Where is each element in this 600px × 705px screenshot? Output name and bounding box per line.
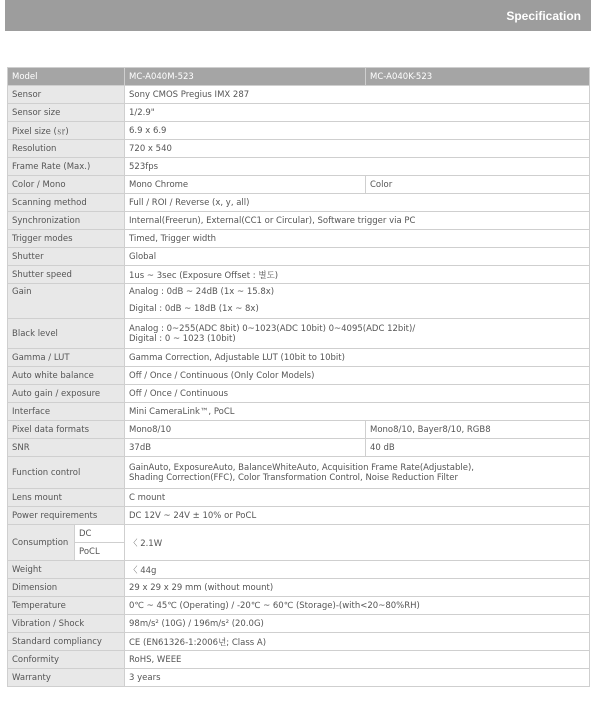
- table-row: [8, 439, 590, 457]
- row-label: Lens mount: [8, 489, 125, 507]
- row-value-mono: Mono8/10: [125, 421, 366, 439]
- page-title: Specification: [506, 8, 581, 23]
- table-row: [8, 86, 590, 104]
- row-label: Warranty: [8, 669, 125, 687]
- table-row: [8, 367, 590, 385]
- header-label: Model: [8, 68, 125, 86]
- row-value: 29 x 29 x 29 mm (without mount): [125, 579, 590, 597]
- table-row: [8, 633, 590, 651]
- row-value-color: 40 dB: [366, 439, 590, 457]
- row-value-color: Mono8/10, Bayer8/10, RGB8: [366, 421, 590, 439]
- table-row: [8, 266, 590, 284]
- row-label: Conformity: [8, 651, 125, 669]
- row-label: Trigger modes: [8, 230, 125, 248]
- row-value: 98m/s² (10G) / 196m/s² (20.0G): [125, 615, 590, 633]
- row-label: Color / Mono: [8, 176, 125, 194]
- consumption-dc-label: DC: [75, 525, 125, 543]
- row-label: Pixel data formats: [8, 421, 125, 439]
- row-value: 6.9 x 6.9: [125, 122, 590, 140]
- row-value: 720 x 540: [125, 140, 590, 158]
- header-model-mono: MC-A040M-523: [125, 68, 366, 86]
- table-row: [8, 669, 590, 687]
- table-row: [8, 248, 590, 266]
- table-row: [8, 651, 590, 669]
- row-value: C mount: [125, 489, 590, 507]
- row-label: Temperature: [8, 597, 125, 615]
- row-value-mono: 37dB: [125, 439, 366, 457]
- table-row: [8, 385, 590, 403]
- table-header-row: [8, 68, 590, 86]
- gain-analog: Analog : 0dB ~ 24dB (1x ~ 15.8x): [129, 287, 275, 297]
- table-row: [8, 284, 590, 319]
- table-row: [8, 104, 590, 122]
- table-row: [8, 457, 590, 489]
- black-level-digital: Digital : 0 ~ 1023 (10bit): [129, 333, 236, 344]
- row-value: Gamma Correction, Adjustable LUT (10bit to 10bit): [125, 349, 590, 367]
- row-label: Gamma / LUT: [8, 349, 125, 367]
- table-row: [8, 140, 590, 158]
- row-label: Gain: [8, 284, 125, 319]
- row-label: Frame Rate (Max.): [8, 158, 125, 176]
- table-row: [8, 597, 590, 615]
- row-value: [125, 284, 590, 319]
- row-label: SNR: [8, 439, 125, 457]
- table-row: [8, 158, 590, 176]
- row-label: Dimension: [8, 579, 125, 597]
- table-row: [8, 230, 590, 248]
- function-control-line-2: Shading Correction(FFC), Color Transformation Control, Noise Reduction Filter: [129, 472, 458, 483]
- row-value-color: Color: [366, 176, 590, 194]
- row-value: RoHS, WEEE: [125, 651, 590, 669]
- row-label: Synchronization: [8, 212, 125, 230]
- row-label: Consumption: [8, 525, 75, 561]
- row-value: 〈 2.1W: [125, 525, 590, 561]
- row-label: Interface: [8, 403, 125, 421]
- gain-digital: Digital : 0dB ~ 18dB (1x ~ 8x): [129, 304, 259, 314]
- row-label: Auto gain / exposure: [8, 385, 125, 403]
- row-value: [125, 457, 590, 489]
- spec-table: [7, 67, 590, 687]
- black-level-analog: Analog : 0~255(ADC 8bit) 0~1023(ADC 10bit) 0~4095(ADC 12bit)/: [129, 323, 416, 334]
- table-row: [8, 489, 590, 507]
- table-row: [8, 507, 590, 525]
- function-control-line-1: GainAuto, ExposureAuto, BalanceWhiteAuto, Acquisition Frame Rate(Adjustable),: [129, 462, 474, 473]
- row-label: Weight: [8, 561, 125, 579]
- row-label: Shutter speed: [8, 266, 125, 284]
- table-row: [8, 579, 590, 597]
- table-row: [8, 194, 590, 212]
- specification-banner: [5, 0, 591, 31]
- row-value: DC 12V ~ 24V ± 10% or PoCL: [125, 507, 590, 525]
- table-row: [8, 421, 590, 439]
- row-value: 3 years: [125, 669, 590, 687]
- row-value: Off / Once / Continuous: [125, 385, 590, 403]
- row-value: Full / ROI / Reverse (x, y, all): [125, 194, 590, 212]
- row-label: Black level: [8, 319, 125, 349]
- table-row: [8, 212, 590, 230]
- row-value: Off / Once / Continuous (Only Color Models): [125, 367, 590, 385]
- table-row: [8, 319, 590, 349]
- row-value: [125, 319, 590, 349]
- row-label: Sensor: [8, 86, 125, 104]
- table-row: [8, 122, 590, 140]
- row-value: 1/2.9": [125, 104, 590, 122]
- row-label: Function control: [8, 457, 125, 489]
- row-value: 1us ~ 3sec (Exposure Offset : 별도): [125, 266, 590, 284]
- table-row: [8, 561, 590, 579]
- table-row: [8, 176, 590, 194]
- row-label: Power requirements: [8, 507, 125, 525]
- row-value-mono: Mono Chrome: [125, 176, 366, 194]
- row-label: Auto white balance: [8, 367, 125, 385]
- row-value: Sony CMOS Pregius IMX 287: [125, 86, 590, 104]
- row-label: Pixel size (㏛): [8, 122, 125, 140]
- table-row: [8, 525, 590, 543]
- row-value: CE (EN61326-1:2006년; Class A): [125, 633, 590, 651]
- row-value: Global: [125, 248, 590, 266]
- row-label: Scanning method: [8, 194, 125, 212]
- row-value: 0℃ ~ 45℃ (Operating) / -20℃ ~ 60℃ (Storage)‐(with<20~80%RH): [125, 597, 590, 615]
- row-label: Resolution: [8, 140, 125, 158]
- row-value: Internal(Freerun), External(CC1 or Circular), Software trigger via PC: [125, 212, 590, 230]
- row-label: Sensor size: [8, 104, 125, 122]
- row-value: 〈 44g: [125, 561, 590, 579]
- consumption-pocl-label: PoCL: [75, 543, 125, 561]
- row-value: Timed, Trigger width: [125, 230, 590, 248]
- row-value: Mini CameraLink™, PoCL: [125, 403, 590, 421]
- table-row: [8, 403, 590, 421]
- row-label: Vibration / Shock: [8, 615, 125, 633]
- row-label: Shutter: [8, 248, 125, 266]
- header-model-color: MC-A040K-523: [366, 68, 590, 86]
- table-row: [8, 349, 590, 367]
- table-row: [8, 615, 590, 633]
- row-value: 523fps: [125, 158, 590, 176]
- row-label: Standard compliancy: [8, 633, 125, 651]
